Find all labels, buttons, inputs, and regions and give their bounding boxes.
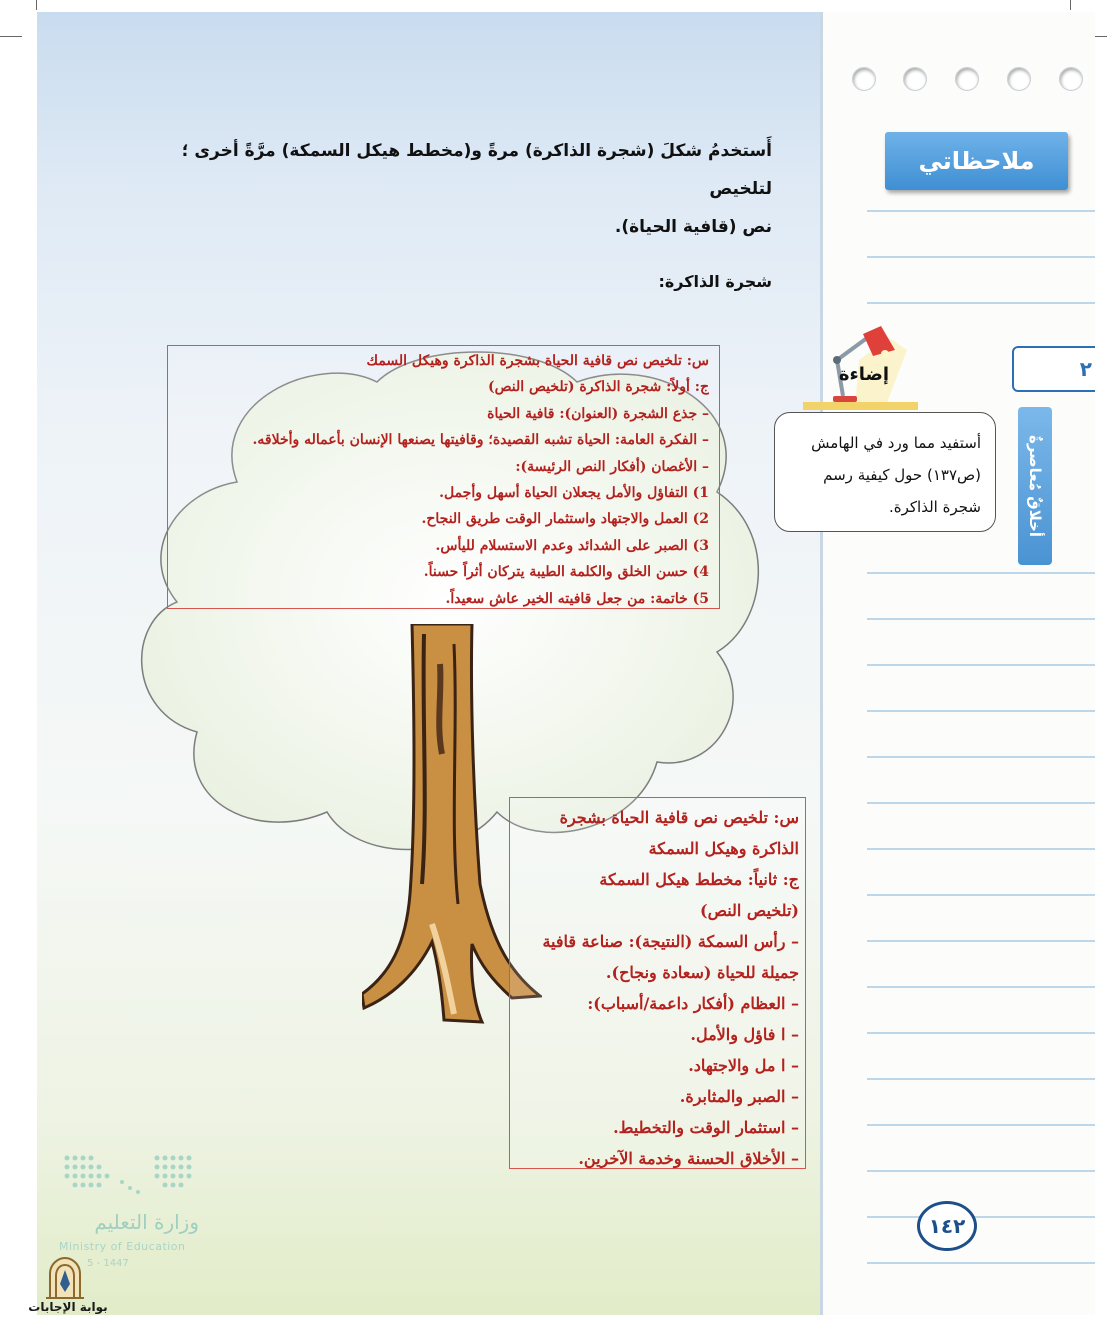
answer-line: – ا مل والاجتهاد. [688, 1056, 799, 1075]
idaa-line: (ص١٣٧) حول كيفية رسم [823, 466, 981, 484]
answer-line: (تلخيص النص) [700, 901, 799, 920]
answer-line: 5) خاتمة: من جعل قافيته الخير عاش سعيداً. [445, 590, 709, 607]
answer-line: 3) الصبر على الشدائد وعدم الاستسلام لليأس. [435, 537, 709, 554]
ruled-line [867, 802, 1095, 804]
ruled-line [867, 894, 1095, 896]
memory-tree-answer-box [167, 345, 720, 609]
chapter-number-box [1012, 346, 1095, 392]
binder-ring-icon [1007, 67, 1031, 91]
answer-line: الذاكرة وهيكل السمكة [648, 839, 799, 858]
ruled-line [867, 986, 1095, 988]
chapter-number: ٢ [1079, 357, 1092, 381]
answer-line: س: تلخيص نص قافية الحياة بشجرة الذاكرة وهيكل السمك [366, 353, 709, 369]
idaa-line: أستفيد مما ورد في الهامش [811, 434, 981, 452]
answer-line: 2) العمل والاجتهاد واستثمار الوقت طريق النجاح. [421, 511, 709, 528]
chapter-title: أخلاقٌ مُعاصرةٌ [1026, 434, 1044, 538]
answer-line: – الصبر والمثابرة. [679, 1087, 799, 1106]
instruction-line: أَستخدمُ شكلَ (شجرة الذاكرة) مرةً و(مخطط هيكل السمكة) مرَّةً أخرى ؛ لتلخيص [181, 141, 772, 199]
answer-line: – ا فاؤل والأمل. [690, 1025, 799, 1044]
answer-line: – الفكرة العامة: الحياة تشبه القصيدة؛ وقافيتها يصنعها الإنسان بأعماله وأخلاقه. [252, 432, 709, 449]
instruction-line: نص (قافية الحياة). [614, 217, 772, 237]
answer-line: ج: أولاً: شجرة الذاكرة (تلخيص النص) [487, 379, 709, 396]
answer-line: جميلة للحياة (سعادة ونجاح). [605, 963, 799, 982]
textbook-page [37, 12, 1095, 1315]
page-number: ١٤٢ [928, 1214, 966, 1238]
ruled-line [867, 1170, 1095, 1172]
crop-mark [36, 0, 37, 10]
portal-name: بوابة الإجابات [28, 1300, 108, 1314]
ruled-line [867, 664, 1095, 666]
page-number-badge [917, 1201, 977, 1251]
ministry-year: 5 - 1447 [87, 1258, 129, 1269]
ruled-line [867, 756, 1095, 758]
ruled-line [867, 302, 1095, 304]
ruled-line [867, 210, 1095, 212]
binder-ring-icon [955, 67, 979, 91]
answer-line: – استثمار الوقت والتخطيط. [613, 1118, 799, 1137]
ministry-logo-icon [62, 1152, 197, 1200]
ruled-line [867, 1078, 1095, 1080]
notes-title-tab [885, 132, 1068, 190]
ruled-line [867, 256, 1095, 258]
exercise-instruction [132, 132, 772, 246]
ruled-line [867, 1216, 1095, 1218]
answer-line: – الأخلاق الحسنة وخدمة الآخرين. [578, 1149, 799, 1168]
fishbone-answer-box [509, 797, 806, 1169]
answer-line: 4) حسن الخلق والكلمة الطيبة يتركان أثراً حسناً. [423, 564, 709, 581]
ruled-line [867, 710, 1095, 712]
answer-line: – رأس السمكة (النتيجة): صناعة قافية [542, 932, 799, 951]
ruled-line [867, 1032, 1095, 1034]
idaa-label: إضاءة [838, 364, 890, 385]
notes-title: ملاحظاتي [918, 147, 1035, 175]
idaa-line: شجرة الذاكرة. [889, 498, 981, 516]
answer-line: – الأغصان (أفكار النص الرئيسة): [515, 458, 709, 475]
ruled-line [867, 1124, 1095, 1126]
chapter-title-tab [1018, 407, 1052, 565]
crop-mark [0, 36, 22, 37]
memory-tree-heading: شجرة الذاكرة: [658, 272, 772, 291]
idaa-underline [803, 402, 918, 410]
answer-line: – جذع الشجرة (العنوان): قافية الحياة [487, 405, 709, 422]
ruled-line [867, 618, 1095, 620]
binder-ring-icon [1059, 67, 1083, 91]
ministry-name-english: Ministry of Education [59, 1240, 186, 1253]
binder-ring-icon [852, 67, 876, 91]
ruled-line [867, 572, 1095, 574]
ruled-line [867, 1262, 1095, 1264]
ministry-name-arabic: وزارة التعليم [94, 1210, 199, 1234]
answer-line: 1) التفاؤل والأمل يجعلان الحياة أسهل وأجمل. [439, 485, 709, 502]
binder-ring-icon [903, 67, 927, 91]
ruled-line [867, 848, 1095, 850]
answer-line: س: تلخيص نص قافية الحياة بشجرة [559, 808, 799, 827]
portal-logo-icon [44, 1256, 86, 1300]
idaa-note-box [774, 412, 996, 532]
ruled-line [867, 940, 1095, 942]
answer-line: – العظام (أفكار داعمة/أسباب): [587, 994, 799, 1013]
crop-mark [1070, 0, 1071, 10]
answer-line: ج: ثانياً: مخطط هيكل السمكة [599, 870, 799, 889]
